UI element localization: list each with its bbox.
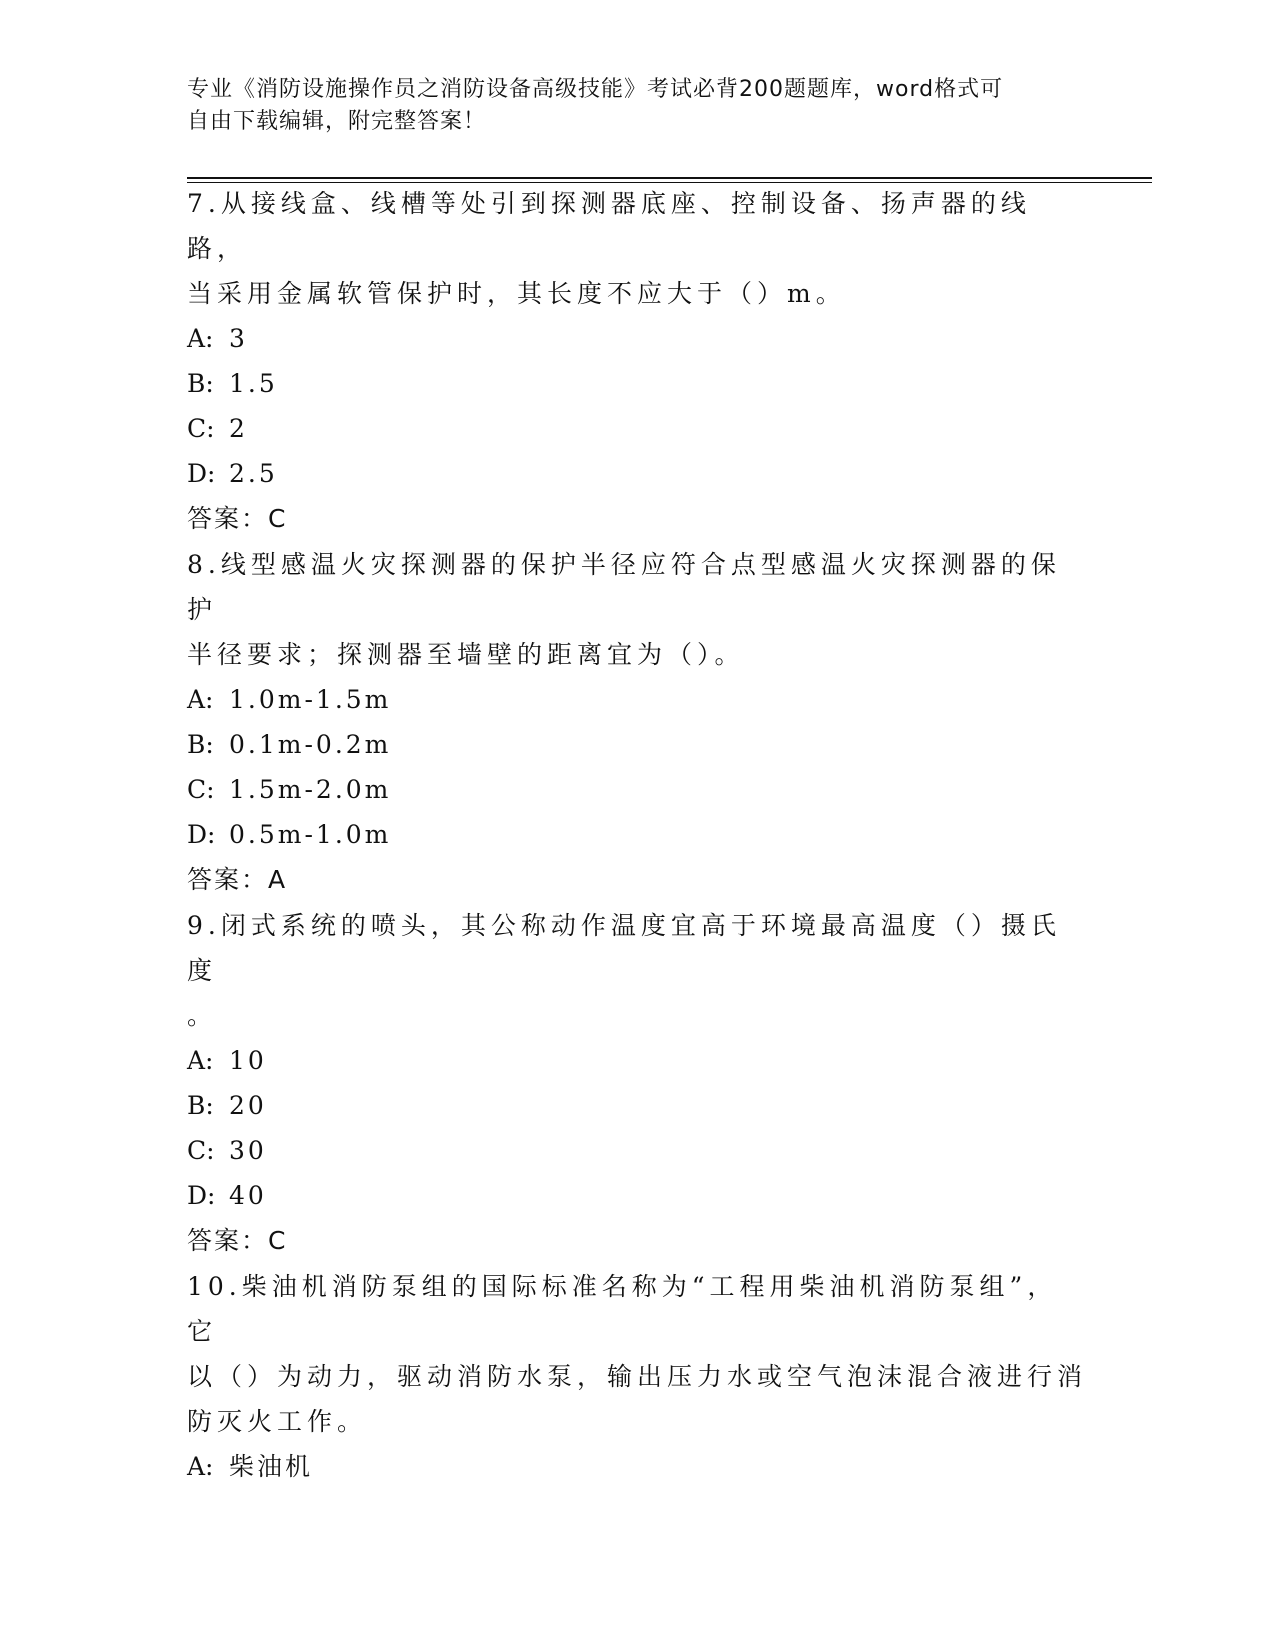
option-b	[187, 1083, 1087, 1128]
option-text: 0.1m-0.2m	[229, 730, 392, 759]
option-a	[187, 677, 1087, 722]
option-c	[187, 1128, 1087, 1173]
option-label: C:	[187, 775, 215, 804]
option-label: A:	[187, 1046, 214, 1075]
option-b	[187, 722, 1087, 767]
header-divider-thick	[187, 177, 1152, 179]
document-header	[187, 74, 1067, 138]
option-text: 柴油机	[229, 1452, 314, 1481]
option-text: 40	[229, 1181, 267, 1210]
option-text: 10	[229, 1046, 267, 1075]
option-d	[187, 451, 1087, 496]
option-label: C:	[187, 1136, 215, 1165]
question-stem-line: 当采用金属软管保护时，其长度不应大于（）m。	[187, 279, 846, 308]
option-label: D:	[187, 1181, 216, 1210]
question-stem-line: 7.从接线盒、线槽等处引到探测器底座、控制设备、扬声器的线路，	[187, 189, 1031, 263]
option-a	[187, 1038, 1087, 1083]
option-text: 30	[229, 1136, 267, 1165]
question-stem-line: 防灭火工作。	[187, 1407, 368, 1436]
question-stem-line: 8.线型感温火灾探测器的保护半径应符合点型感温火灾探测器的保护	[187, 550, 1061, 624]
option-b	[187, 361, 1087, 406]
option-label: A:	[187, 1452, 214, 1481]
option-label: B:	[187, 1091, 214, 1120]
option-text: 0.5m-1.0m	[229, 820, 392, 849]
option-c	[187, 767, 1087, 812]
option-d	[187, 1173, 1087, 1218]
option-label: D:	[187, 820, 216, 849]
question-7	[187, 181, 1087, 541]
option-text: 1.5	[229, 369, 278, 398]
option-label: D:	[187, 459, 216, 488]
option-label: B:	[187, 369, 214, 398]
option-label: B:	[187, 730, 214, 759]
option-label: A:	[187, 685, 214, 714]
option-label: A:	[187, 324, 214, 353]
question-8	[187, 542, 1087, 902]
option-text: 20	[229, 1091, 267, 1120]
option-text: 1.0m-1.5m	[229, 685, 392, 714]
option-label: C:	[187, 414, 215, 443]
answer-line: 答案：A	[187, 865, 288, 894]
option-text: 1.5m-2.0m	[229, 775, 392, 804]
answer-line: 答案：C	[187, 504, 288, 533]
question-10	[187, 1264, 1087, 1489]
question-9	[187, 903, 1087, 1263]
header-line-1: 专业《消防设施操作员之消防设备高级技能》考试必背200题题库，word格式可	[187, 77, 1004, 102]
question-stem-line: 10.柴油机消防泵组的国际标准名称为“工程用柴油机消防泵组”，它	[187, 1272, 1058, 1346]
question-stem-line: 9.闭式系统的喷头，其公称动作温度宜高于环境最高温度（）摄氏度	[187, 911, 1061, 985]
option-a	[187, 316, 1087, 361]
answer-line: 答案：C	[187, 1226, 288, 1255]
question-stem-line: 以（）为动力，驱动消防水泵，输出压力水或空气泡沫混合液进行消	[187, 1362, 1088, 1391]
option-d	[187, 812, 1087, 857]
header-line-2: 自由下载编辑，附完整答案！	[187, 109, 487, 134]
question-stem-line: 半径要求；探测器至墙壁的距离宜为（）。	[187, 640, 745, 669]
option-text: 2	[229, 414, 248, 443]
option-text: 2.5	[229, 459, 278, 488]
option-text: 3	[229, 324, 248, 353]
option-c	[187, 406, 1087, 451]
option-a	[187, 1444, 1087, 1489]
question-stem-line: 。	[187, 1001, 218, 1030]
